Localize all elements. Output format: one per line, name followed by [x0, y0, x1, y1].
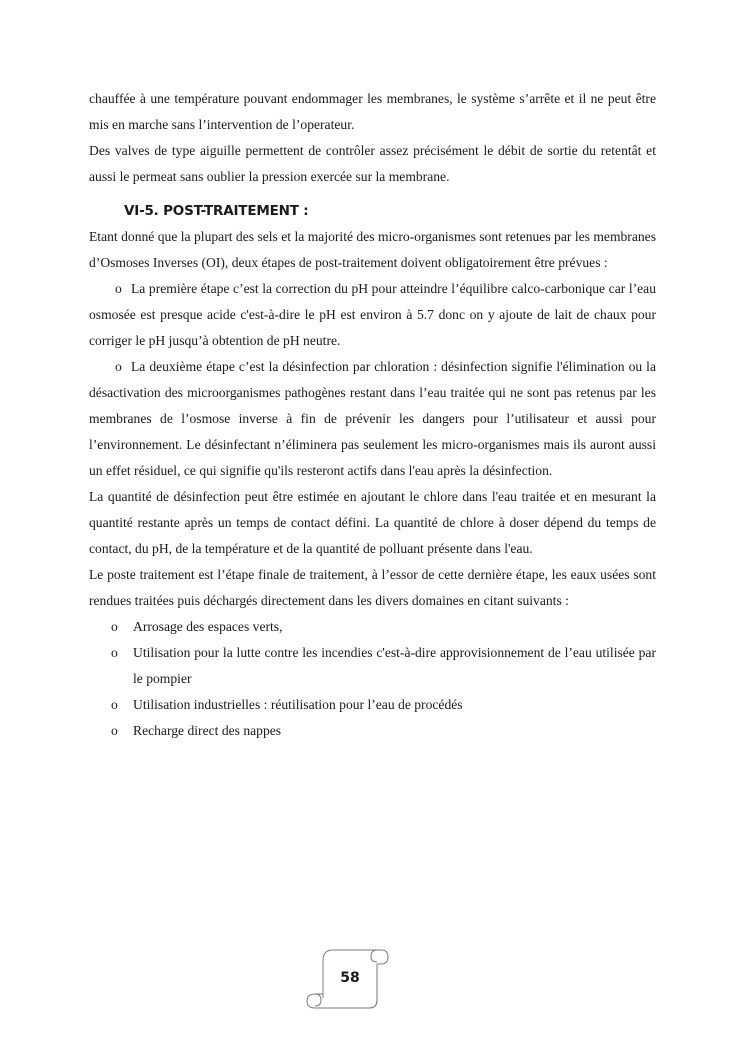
- step-2-paragraph: [89, 354, 656, 484]
- bullet-marker: o: [111, 645, 118, 660]
- section-paragraph-3: Le poste traitement est l’étape finale de traitement, à l’essor de cette dernière étape, les eaux usées sont rendues traitées puis déchargés directement dans les divers domaines en citant suivants :: [89, 567, 656, 608]
- list-item: [89, 718, 656, 744]
- page-body: [89, 86, 656, 744]
- step-1-text: La première étape c’est la correction du pH pour atteindre l’équilibre calco-carbonique car l’eau osmosée est presque acide c'est-à-dire le pH est environ à 5.7 donc on y ajoute de lait de chaux pour corriger le pH jusqu’à obtention de pH neutre.: [89, 281, 656, 348]
- step-1-paragraph: [89, 276, 656, 354]
- uses-list: [89, 614, 656, 744]
- intro-paragraph-2: Des valves de type aiguille permettent de contrôler assez précisément le débit de sortie du retentât et aussi le permeat sans oublier la pression exercée sur la membrane.: [89, 143, 656, 184]
- list-item: [89, 640, 656, 692]
- section-heading: VI-5. POST-TRAITEMENT :: [124, 203, 309, 219]
- bullet-marker: o: [111, 619, 118, 634]
- list-item: [89, 692, 656, 718]
- intro-paragraph-1: chauffée à une température pouvant endommager les membranes, le système s’arrête et il ne peut être mis en marche sans l’intervention de l’operateur.: [89, 91, 656, 132]
- list-item: [89, 614, 656, 640]
- list-item-text: Arrosage des espaces verts,: [133, 619, 283, 634]
- list-item-text: Utilisation pour la lutte contre les incendies c'est-à-dire approvisionnement de l’eau utilisée par le pompier: [133, 645, 656, 686]
- step-2-text: La deuxième étape c’est la désinfection par chloration : désinfection signifie l'élimination ou la désactivation des microorganismes pathogènes restant dans l’eau traitée qui ne sont pas retenus par les membranes de l’osmose inverse à fin de prévenir les dangers pour l’utilisateur et aussi pour l’environnement. Le désinfectant n’éliminera pas seulement les micro-organismes mais ils auront aussi un effet résiduel, ce qui signifie qu'ils resteront actifs dans l'eau après la désinfection.: [89, 359, 656, 478]
- bullet-marker: o: [115, 281, 122, 296]
- bullet-marker: o: [115, 359, 122, 374]
- bullet-marker: o: [111, 697, 118, 712]
- page-number-scroll: [305, 948, 389, 1014]
- list-item-text: Utilisation industrielles : réutilisation pour l’eau de procédés: [133, 697, 463, 712]
- list-item-text: Recharge direct des nappes: [133, 723, 282, 738]
- page-number: 58: [340, 970, 360, 986]
- section-paragraph-1: Etant donné que la plupart des sels et la majorité des micro-organismes sont retenues par les membranes d’Osmoses Inverses (OI), deux étapes de post-traitement doivent obligatoirement être prévues :: [89, 229, 656, 270]
- section-paragraph-2: La quantité de désinfection peut être estimée en ajoutant le chlore dans l'eau traitée et en mesurant la quantité restante après un temps de contact défini. La quantité de chlore à doser dépend du temps de contact, du pH, de la température et de la quantité de polluant présente dans l'eau.: [89, 489, 656, 556]
- bullet-marker: o: [111, 723, 118, 738]
